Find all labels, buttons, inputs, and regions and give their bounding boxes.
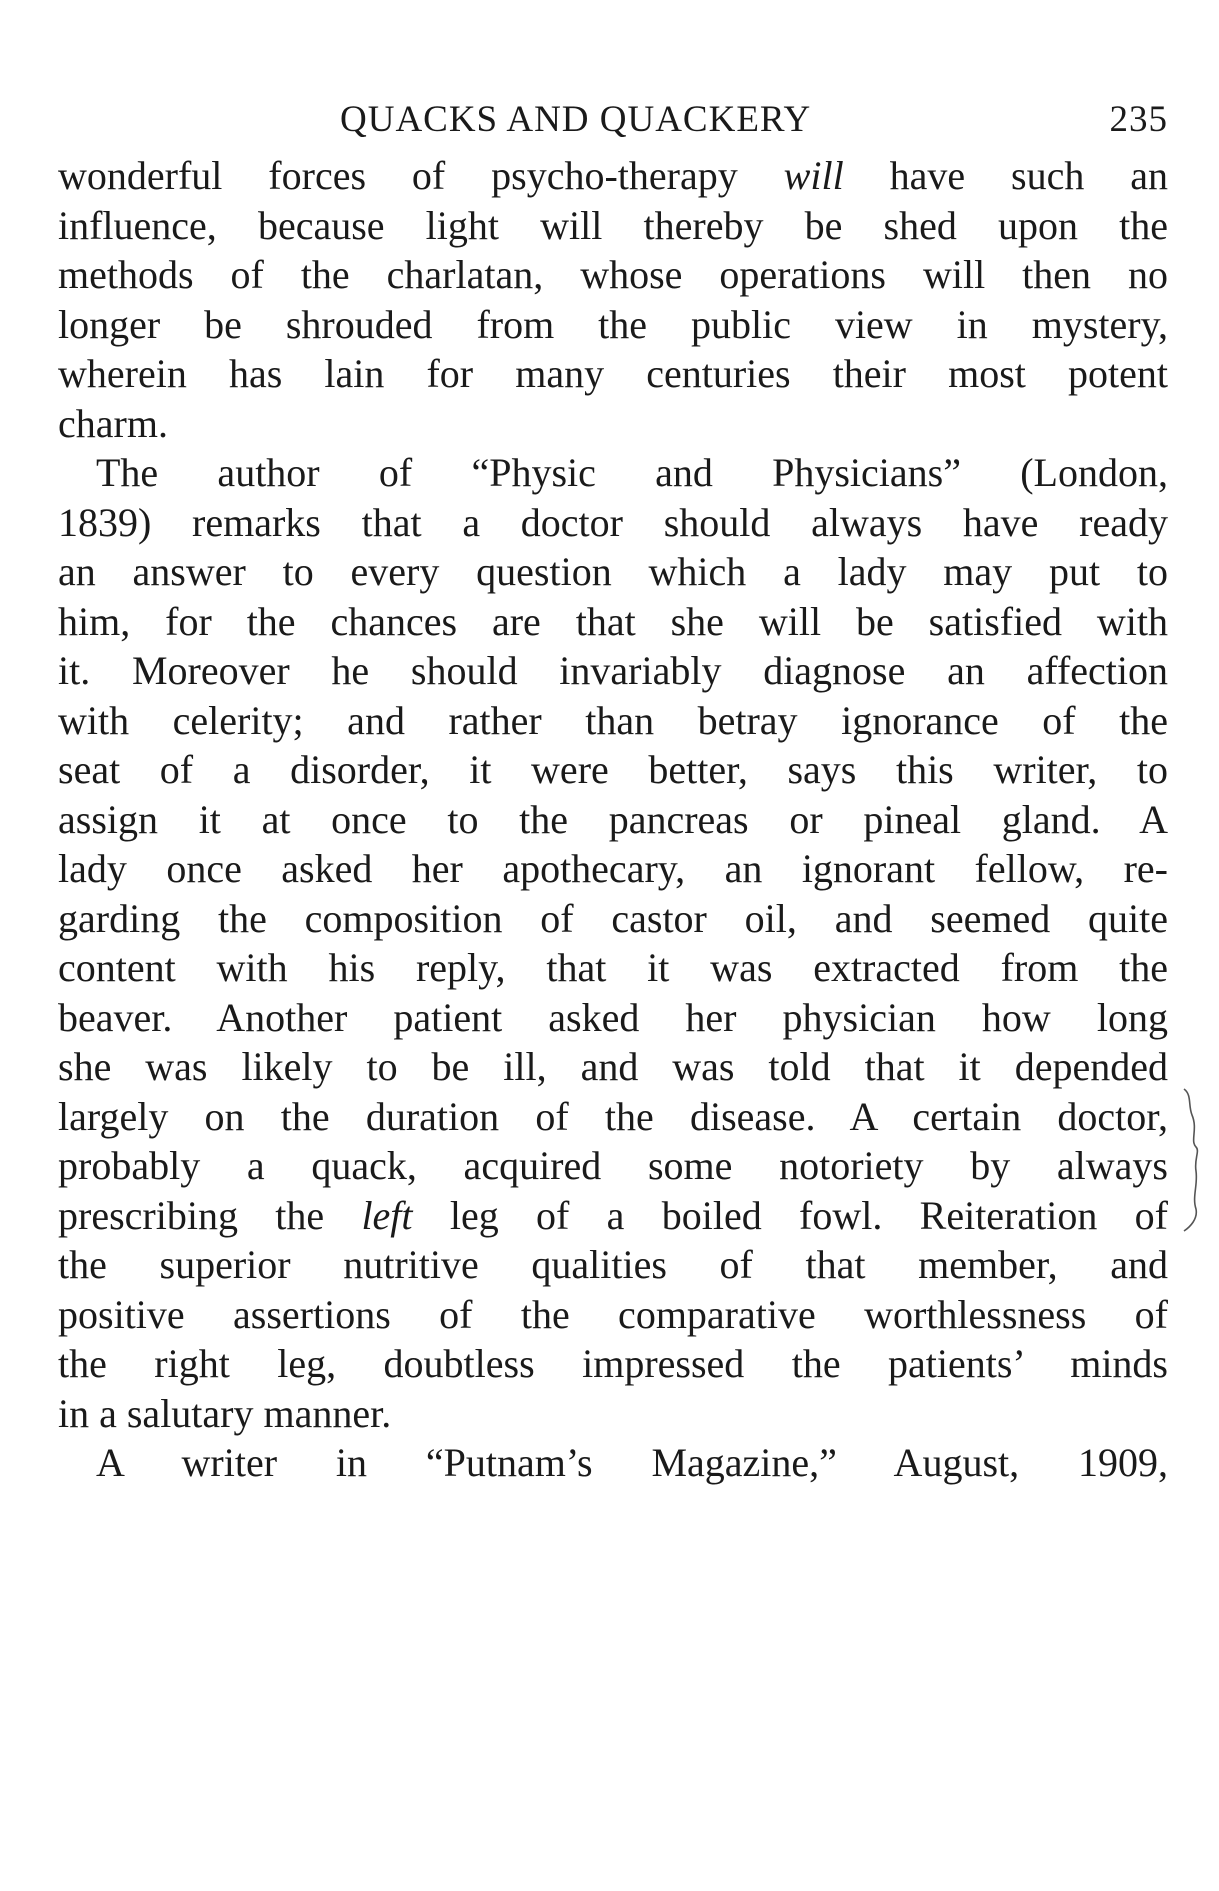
text-line: beaver. Another patient asked her physician how long (58, 994, 1168, 1040)
text-line: prescribing the left leg of a boiled fowl. Reiteration of (58, 1192, 1168, 1238)
text-line: content with his reply, that it was extracted from the (58, 945, 1168, 990)
text-line: in a salutary manner. (58, 1390, 392, 1436)
text-line: lady once asked her apothecary, an ignorant fellow, re- (58, 846, 1168, 891)
text-line: charm. (58, 400, 168, 446)
text-line: with celerity; and rather than betray ignorance of the (58, 697, 1168, 743)
text-line: garding the composition of castor oil, and seemed quite (58, 895, 1168, 941)
text-line: wherein has lain for many centuries their most potent (58, 351, 1168, 396)
text-line: largely on the duration of the disease. A certain doctor, (58, 1093, 1168, 1139)
text-line: assign it at once to the pancreas or pineal gland. A (58, 796, 1168, 842)
text-line: it. Moreover he should invariably diagnose an affection (58, 648, 1168, 693)
text-line: longer be shrouded from the public view in mystery, (58, 301, 1168, 347)
text-line: she was likely to be ill, and was told that it depended (58, 1044, 1168, 1089)
text-line: 1839) remarks that a doctor should always have ready (58, 499, 1168, 545)
text-line: him, for the chances are that she will be satisfied with (58, 598, 1168, 644)
text-line: influence, because light will thereby be shed upon the (58, 202, 1168, 248)
running-title: QUACKS AND QUACKERY (340, 99, 812, 140)
text-line: seat of a disorder, it were better, says this writer, to (58, 747, 1168, 792)
running-head (58, 98, 1168, 148)
text-body (58, 151, 1168, 1488)
paragraph-first-line: A writer in “Putnam’s Magazine,” August, 1909, (96, 1440, 1168, 1485)
paragraph-first-line: The author of “Physic and Physicians” (London, (96, 450, 1168, 495)
text-line: probably a quack, acquired some notoriety by always (58, 1143, 1168, 1188)
text-line: the right leg, doubtless impressed the patients’ minds (58, 1341, 1168, 1386)
text-line: an answer to every question which a lady may put to (58, 549, 1168, 594)
text-line: methods of the charlatan, whose operations will then no (58, 252, 1168, 297)
text-line: the superior nutritive qualities of that member, and (58, 1242, 1168, 1287)
page-number: 235 (1109, 99, 1168, 140)
margin-bracket-mark (1178, 1085, 1208, 1235)
text-line: wonderful forces of psycho-therapy will have such an (58, 153, 1168, 198)
text-line: positive assertions of the comparative worthlessness of (58, 1291, 1168, 1337)
